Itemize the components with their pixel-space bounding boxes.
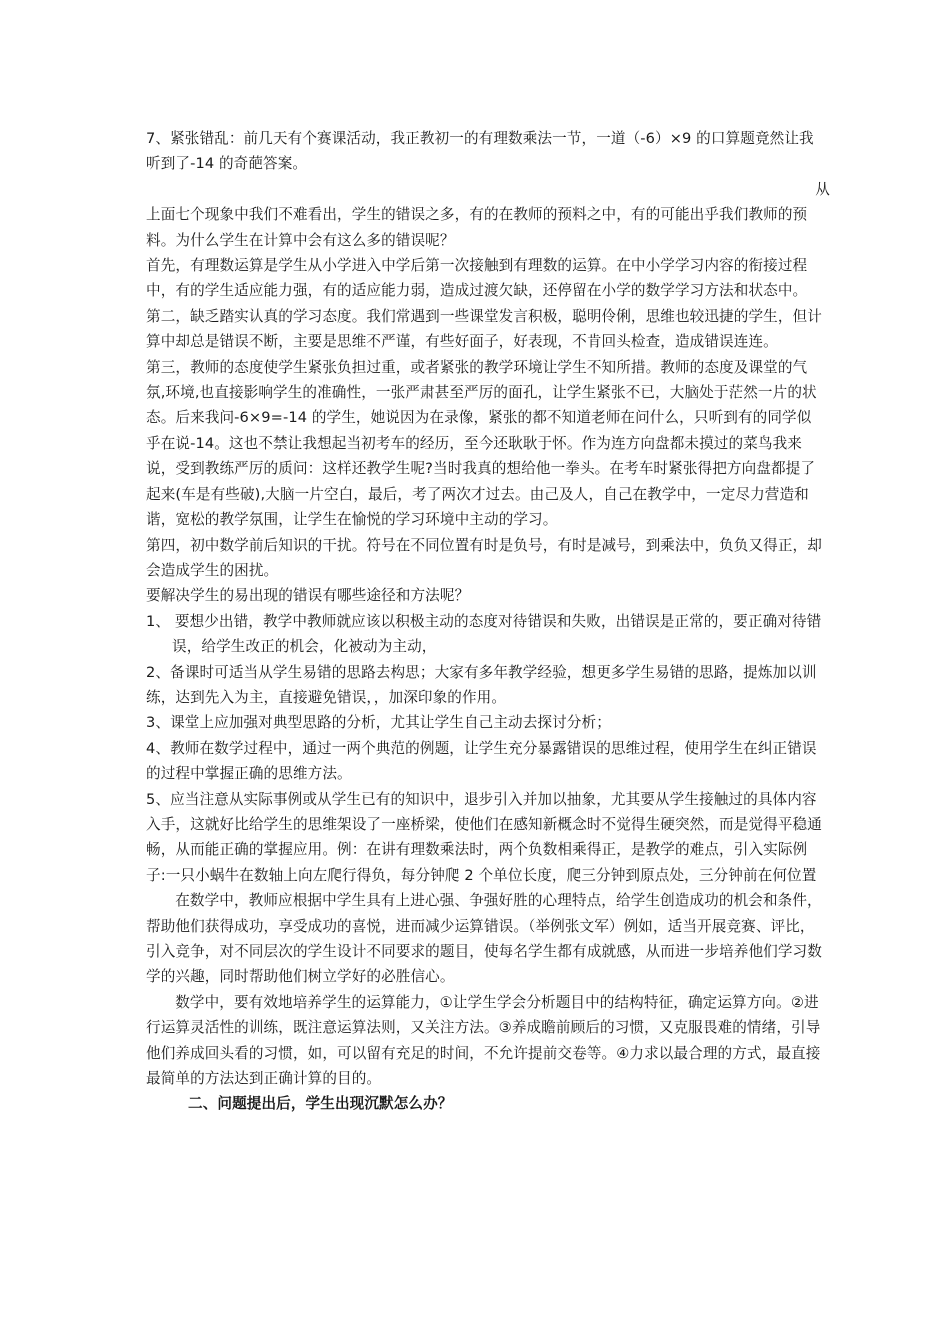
paragraph-7-tension: 7、紧张错乱：前几天有个赛课活动，我正教初一的有理数乘法一节，一道（-6）×9 的口算题竟然让我听到了-14 的奇葩答案。 xyxy=(146,130,814,173)
paragraph-third-reason: 第三，教师的态度使学生紧张负担过重，或者紧张的教学环境让学生不知所措。教师的态度及课堂的气氛,环境,也直接影响学生的准确性，一张严肃甚至严厉的面孔，让学生紧张不已，大脑处于茫然一片的状态。后来我问-6×9=-14 的学生，她说因为在录像，紧张的都不知道老师在问什么，只听到有的同学似乎在说-14。这也不禁让我想起当初考车的经历，至今还耿耿于怀。作为连方向盘都未摸过的菜鸟我来说，受到教练严厉的质问：这样还教学生呢?当时我真的想给他一拳头。在考车时紧张得把方向盘都提了起来(车是有些破),大脑一片空白，最后，考了两次才过去。由己及人，自己在教学中，一定尽力营造和谐，宽松的教学氛围，让学生在愉悦的学习环境中主动的学习。 xyxy=(146,358,817,529)
paragraph-observation: 上面七个现象中我们不难看出，学生的错误之多，有的在教师的预料之中，有的可能出乎我们教师的预料。为什么学生在计算中会有这么多的错误呢？ xyxy=(146,206,808,249)
paragraph-first-reason: 首先，有理数运算是学生从小学进入中学后第一次接触到有理数的运算。在中小学学习内容的衔接过程中，有的学生适应能力强，有的适应能力弱，造成过渡欠缺，还停留在小学的数学学习方法和状态中。 xyxy=(146,257,808,300)
paragraph-fragment-cong: 从 xyxy=(815,180,830,198)
list-item-3: 3、课堂上应加强对典型思路的分析，尤其让学生自己主动去探讨分析； xyxy=(146,714,611,732)
list-item-1: 1、 要想少出错，教学中教师就应该以积极主动的态度对待错误和失败，出错误是正常的，要正确对待错误，给学生改正的机会，化被动为主动， xyxy=(146,612,822,656)
list-item-5: 5、应当注意从实际事例或从学生已有的知识中，退步引入并加以抽象，尤其要从学生接触过的具体内容入手，这就好比给学生的思维架设了一座桥梁，使他们在感知新概念时不觉得生硬突然，而是觉得平稳通畅，从而能正确的掌握应用。例：在讲有理数乘法时，两个负数相乘得正，是教学的难点，引入实际例子:一只小蜗牛在数轴上向左爬行得负，每分钟爬 2 个单位长度，爬三分钟到原点处，三分钟前在何位置 xyxy=(146,790,822,884)
list-item-4: 4、教师在数学过程中，通过一两个典范的例题，让学生充分暴露错误的思维过程，使用学生在纠正错误的过程中掌握正确的思维方法。 xyxy=(146,739,817,783)
list-item-2: 2、备课时可适当从学生易错的思路去构思；大家有多年教学经验，想更多学生易错的思路，提炼加以训练，达到先入为主，直接避免错误，，加深印象的作用。 xyxy=(146,663,817,706)
paragraph-success-motivation: 在数学中，教师应根据中学生具有上进心强、争强好胜的心理特点，给学生创造成功的机会和条件，帮助他们获得成功，享受成功的喜悦，进而减少运算错误。（举例张文军）例如，适当开展竞赛、评比，引入竞争，对不同层次的学生设计不同要求的题目，使每名学生都有成就感，从而进一步培养他们学习数学的兴趣，同时帮助他们树立学好的必胜信心。 xyxy=(146,892,822,986)
document-body xyxy=(146,126,830,1117)
section-heading-2: 二、问题提出后，学生出现沉默怎么办？ xyxy=(188,1095,453,1113)
paragraph-solutions-question: 要解决学生的易出现的错误有哪些途径和方法呢？ xyxy=(146,587,470,605)
paragraph-fourth-reason: 第四，初中数学前后知识的干扰。符号在不同位置有时是负号，有时是减号，到乘法中，负负又得正，却会造成学生的困扰。 xyxy=(146,536,822,579)
paragraph-second-reason: 第二，缺乏踏实认真的学习态度。我们常遇到一些课堂发言积极，聪明伶俐，思维也较迅捷的学生，但计算中却总是错误不断，主要是思维不严谨，有些好面子，好表现，不肯回头检查，造成错误连连。 xyxy=(146,307,822,351)
paragraph-operation-ability: 数学中，要有效地培养学生的运算能力，①让学生学会分析题目中的结构特征，确定运算方向。②进行运算灵活性的训练，既注意运算法则，又关注方法。③养成瞻前顾后的习惯，又克服畏难的情绪，引导他们养成回头看的习惯，如，可以留有充足的时间，不允许提前交卷等。④力求以最合理的方式，最直接最简单的方法达到正确计算的目的。 xyxy=(146,993,821,1088)
